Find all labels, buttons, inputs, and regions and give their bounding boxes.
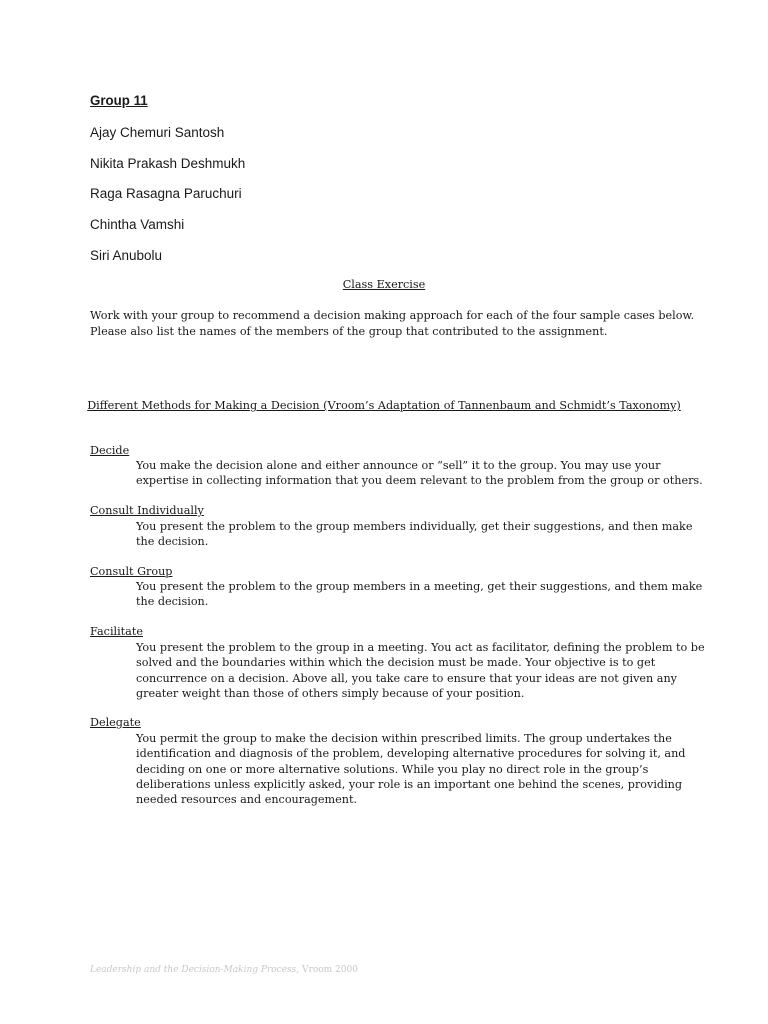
intro-line: Work with your group to recommend a decision making approach for each of the four sample cases below. — [90, 309, 695, 322]
description-line: needed resources and encouragement. — [136, 793, 358, 807]
description-line: You present the problem to the group members in a meeting, get their suggestions, and them make — [136, 580, 703, 593]
member-name: Raga Rasagna Paruchuri — [90, 186, 242, 201]
method-description-decide — [136, 458, 703, 489]
description-line: You present the problem to the group members individually, get their suggestions, and then make — [136, 520, 693, 533]
method-label-decide: Decide — [90, 444, 130, 457]
description-line: You present the problem to the group in a meeting. You act as facilitator, defining the problem to be — [136, 641, 705, 654]
method-label-consult-group: Consult Group — [90, 565, 173, 578]
member-name: Ajay Chemuri Santosh — [90, 125, 225, 140]
description-line: identification and diagnosis of the problem, developing alternative procedures for solving it, and — [136, 747, 686, 761]
description-line: the decision. — [136, 595, 209, 609]
method-label-consult-individually: Consult Individually — [90, 504, 204, 517]
intro-paragraph — [90, 308, 695, 339]
description-line: You permit the group to make the decision within prescribed limits. The group undertakes the — [136, 732, 672, 745]
method-description-consult-individually — [136, 519, 696, 550]
description-line: expertise in collecting information that you deem relevant to the problem from the group or others. — [136, 474, 703, 488]
description-line: the decision. — [136, 535, 209, 549]
description-line: concurrence on a decision. Above all, you take care to ensure that your ideas are not given any — [136, 671, 677, 685]
description-line: deliberations unless explicitly asked, your role is an important one behind the scenes, providing — [136, 777, 683, 791]
member-name: Chintha Vamshi — [90, 217, 185, 232]
intro-line: Please also list the names of the members of the group that contributed to the assignment. — [90, 324, 608, 338]
page-footer — [90, 965, 358, 975]
method-description-facilitate — [136, 640, 705, 701]
method-label-facilitate: Facilitate — [90, 625, 143, 638]
method-description-delegate — [136, 731, 696, 807]
class-exercise-heading: Class Exercise — [342, 278, 426, 291]
description-line: You make the decision alone and either announce or “sell” it to the group. You may use your — [136, 459, 661, 472]
method-description-consult-group — [136, 579, 703, 610]
footer-citation: Vroom 2000 — [299, 965, 358, 975]
method-label-delegate: Delegate — [90, 716, 141, 729]
member-name: Nikita Prakash Deshmukh — [90, 156, 246, 171]
group-title: Group 11 — [90, 92, 148, 108]
footer-source-title: Leadership and the Decision-Making Process, — [90, 965, 300, 975]
methods-heading: Different Methods for Making a Decision (Vroom’s Adaptation of Tannenbaum and Schmidt’s Taxonomy) — [87, 399, 681, 412]
description-line: greater weight than those of others simply because of your position. — [136, 686, 525, 700]
member-name: Siri Anubolu — [90, 248, 163, 263]
description-line: deciding on one or more alternative solutions. While you play no direct role in the group’s — [136, 762, 649, 776]
description-line: solved and the boundaries within which the decision must be made. Your objective is to get — [136, 656, 656, 670]
